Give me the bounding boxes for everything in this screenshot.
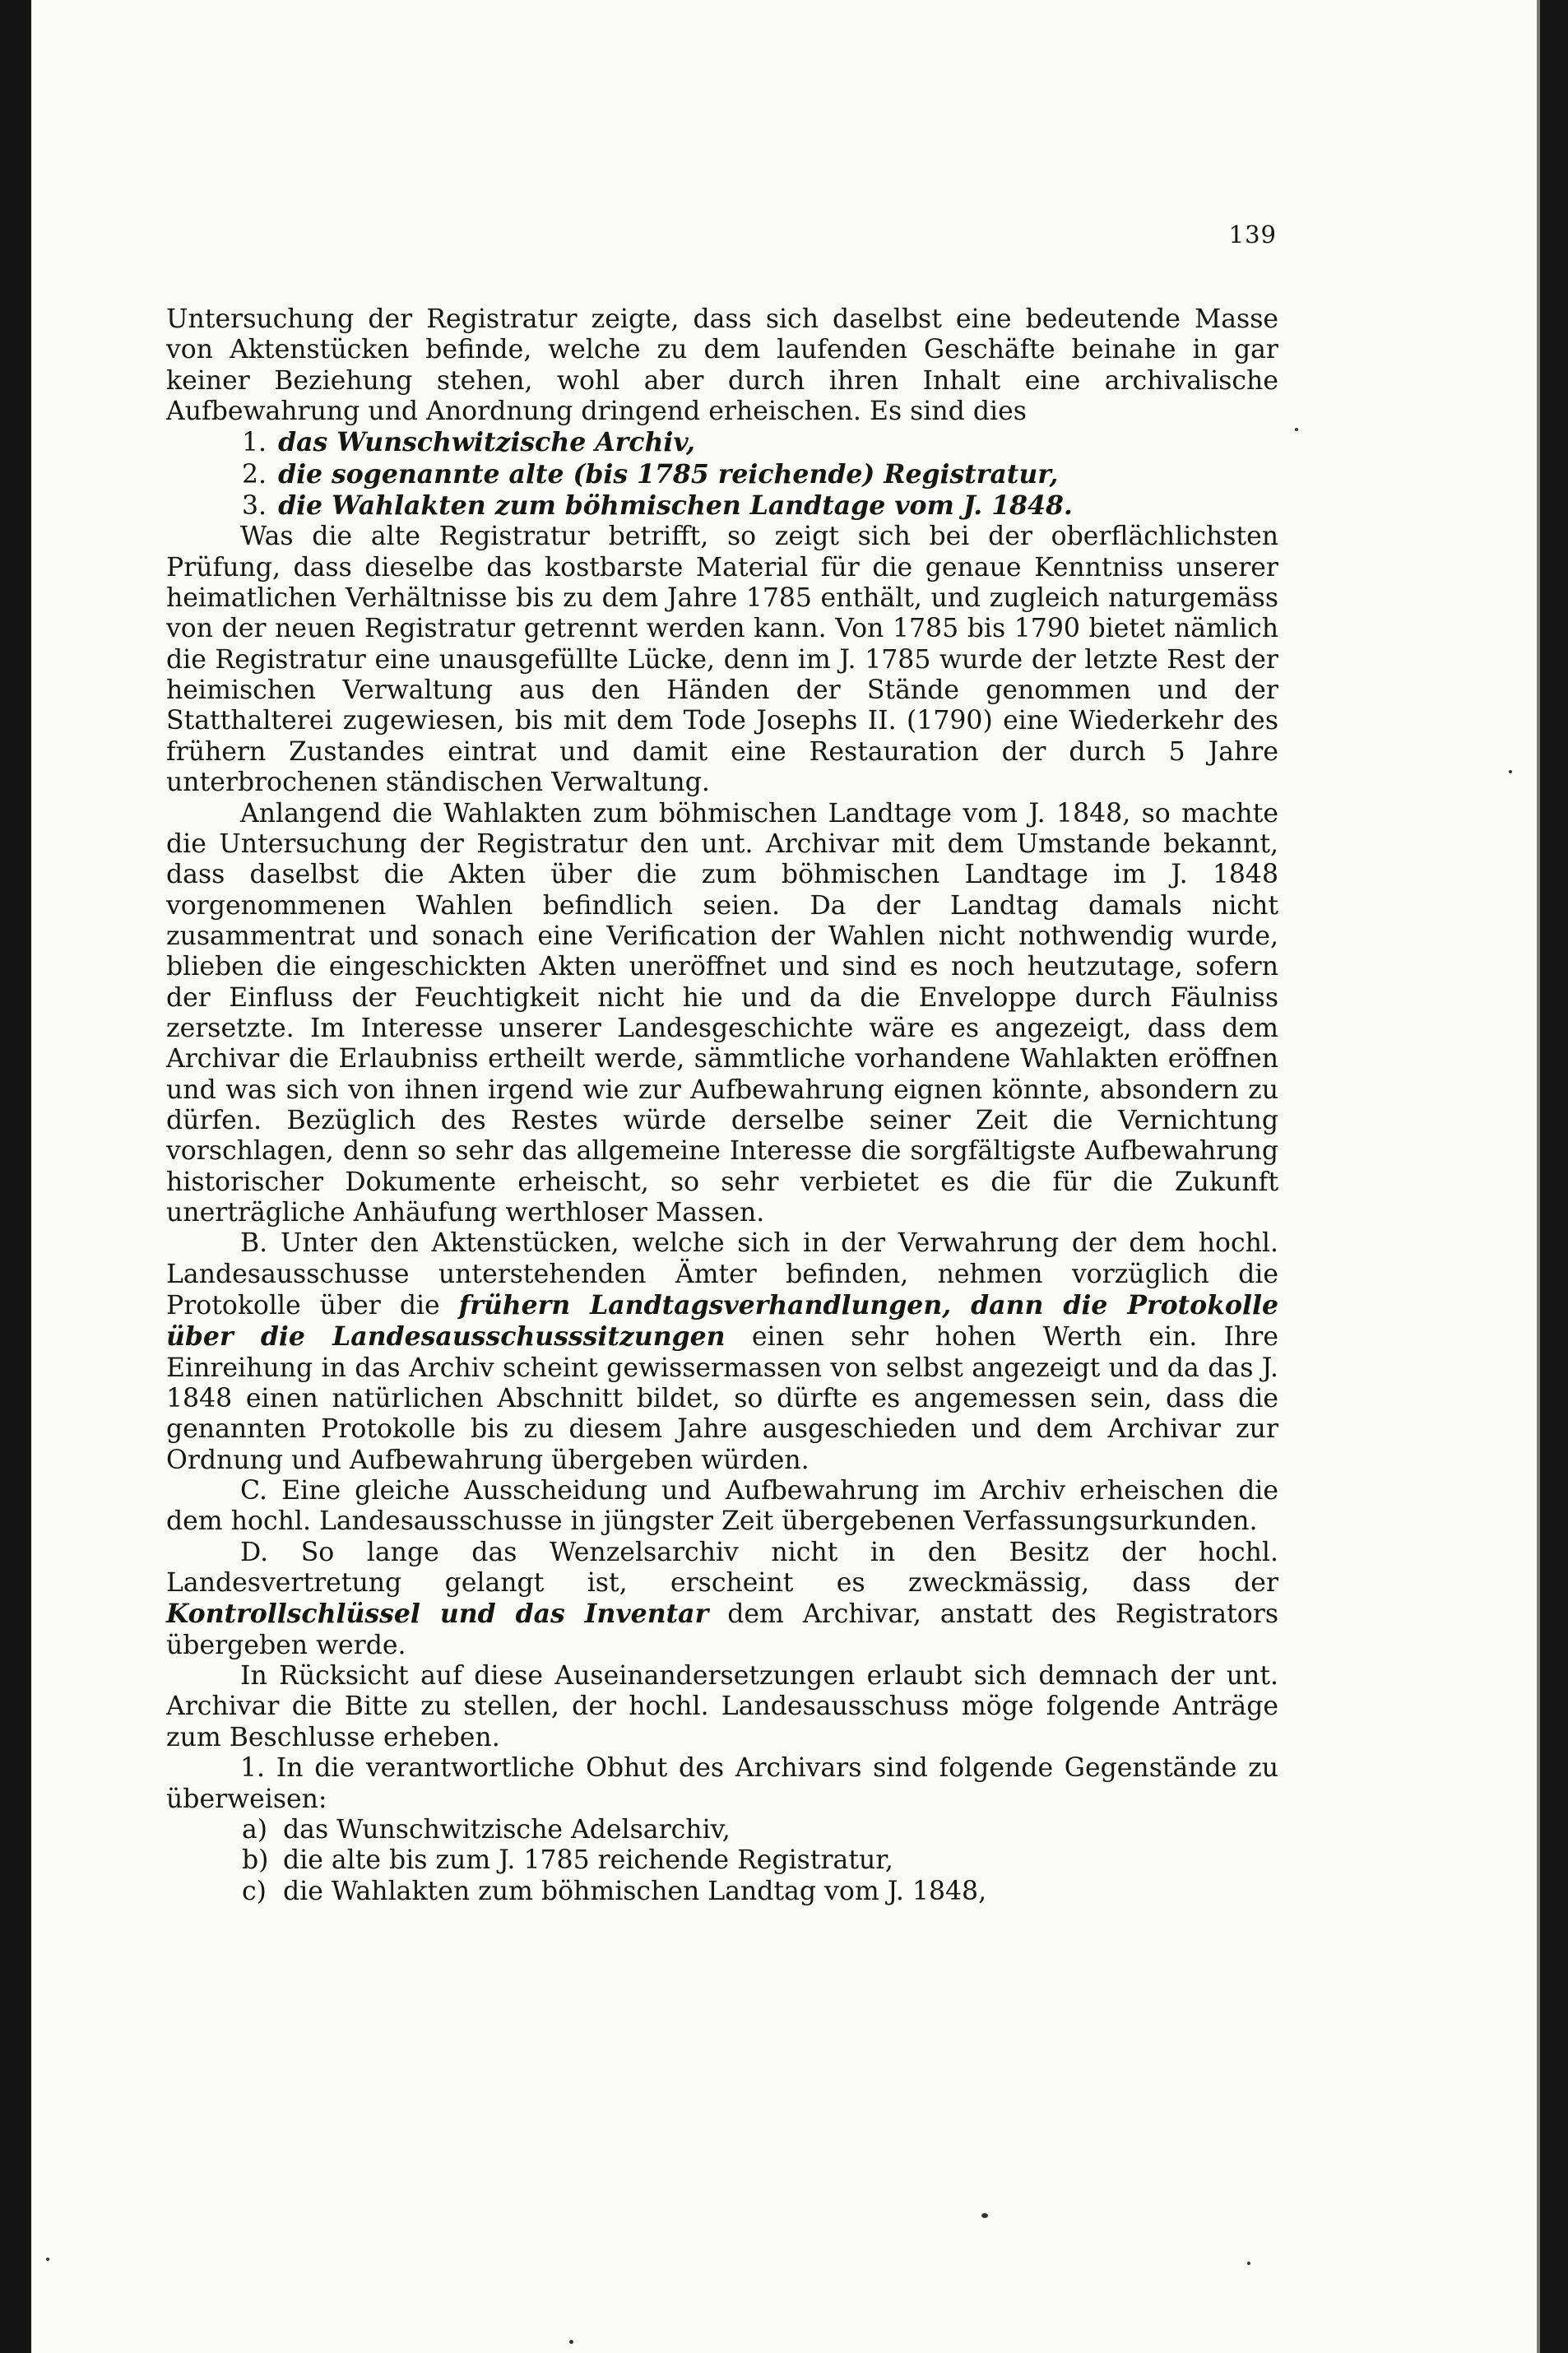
scan-speck	[981, 2213, 988, 2218]
paragraph-intro: Untersuchung der Registratur zeigte, dass sich daselbst eine bedeutende Masse von Aktenstücken befinde, welche zu dem laufenden Geschäfte beinahe in gar keiner Beziehung stehen, wohl aber durch ihren Inhalt eine archivalische Aufbewahrung und Anordnung dringend erheischen. Es sind dies	[166, 304, 1278, 427]
paragraph-b-emphasis: frühern Landtagsverhandlungen, dann die Protokolle über die Landesausschusssitzungen	[166, 1290, 1278, 1353]
paragraph-b	[166, 1228, 1278, 1476]
paragraph-point-1: 1. In die verantwortliche Obhut des Archivars sind folgende Gegenstände zu überweisen:	[166, 1753, 1278, 1814]
list-text: die sogenannte alte (bis 1785 reichende) Registratur,	[278, 458, 1059, 490]
scan-left-edge	[0, 0, 31, 2353]
paragraph-d-text-2: dem Archivar, anstatt des Registrators übergeben werde.	[166, 1599, 1278, 1660]
list-number: 1.	[242, 428, 267, 458]
sub-list-text: die Wahlakten zum böhmischen Landtag vom J. 1848,	[283, 1876, 987, 1906]
sub-list-item	[242, 1845, 1278, 1876]
paragraph-b-text-1: B. Unter den Aktenstücken, welche sich in der Verwahrung der dem hochl. Landesausschusse unterstehenden Ämter befinden, nehmen vorzüglich die Protokolle über die	[166, 1228, 1278, 1320]
scan-speck	[1295, 428, 1298, 431]
paragraph-d-text-1: D. So lange das Wenzelsarchiv nicht in den Besitz der hochl. Landesvertretung gelangt ist, erscheint es zweckmässig, dass der	[166, 1537, 1278, 1599]
list-item	[242, 490, 1278, 522]
page-body	[166, 304, 1278, 1907]
list-item	[242, 427, 1278, 458]
sub-list-text: die alte bis zum J. 1785 reichende Registratur,	[283, 1845, 893, 1876]
list-text: die Wahlakten zum böhmischen Landtage vom J. 1848.	[278, 490, 1073, 522]
paragraph-c: C. Eine gleiche Ausscheidung und Aufbewahrung im Archiv erheischen die dem hochl. Landesausschusse in jüngster Zeit übergebenen Verfassungsurkunden.	[166, 1476, 1278, 1537]
list-number: 2.	[242, 459, 267, 490]
paragraph-b-text-2: einen sehr hohen Werth ein. Ihre Einreihung in das Archiv scheint gewissermassen von selbst angezeigt und da das J. 1848 einen natürlichen Abschnitt bildet, so dürfte es angemessen sein, dass die genannten Protokolle bis zu diesem Jahre ausgeschieden und dem Archivar zur Ordnung und Aufbewahrung übergeben würden.	[166, 1322, 1279, 1475]
page-number: 139	[1228, 220, 1277, 248]
paragraph-d-emphasis: Kontrollschlüssel und das Inventar	[166, 1599, 709, 1630]
paragraph-antraege: In Rücksicht auf diese Auseinandersetzungen erlaubt sich demnach der unt. Archivar die Bitte zu stellen, der hochl. Landesausschuss möge folgende Anträge zum Beschlusse erheben.	[166, 1661, 1278, 1752]
scan-speck	[1247, 2262, 1250, 2265]
sub-list-mark: b)	[242, 1845, 269, 1876]
scan-speck	[1509, 770, 1512, 773]
paragraph-registratur: Was die alte Registratur betrifft, so zeigt sich bei der oberflächlichsten Prüfung, dass dieselbe das kostbarste Material für die genaue Kenntniss unserer heimatlichen Verhältnisse bis zu dem Jahre 1785 enthält, und zugleich naturgemäss von der neuen Registratur getrennt werden kann. Von 1785 bis 1790 bietet nämlich die Registratur eine unausgefüllte Lücke, denn im J. 1785 wurde der letzte Rest der heimischen Verwaltung aus den Händen der Stände genommen und der Statthalterei zugewiesen, bis mit dem Tode Josephs II. (1790) eine Wiederkehr des frühern Zustandes eintrat und damit eine Restauration der durch 5 Jahre unterbrochenen ständischen Verwaltung.	[166, 522, 1278, 798]
list-item	[242, 459, 1278, 490]
list-number: 3.	[242, 491, 267, 522]
scan-right-edge	[1540, 0, 1568, 2353]
scan-speck	[569, 2340, 573, 2344]
sub-list-mark: a)	[242, 1814, 268, 1845]
scan-speck	[46, 2258, 49, 2261]
sub-list-mark: c)	[242, 1876, 267, 1906]
sub-list-item	[242, 1877, 1278, 1907]
paragraph-wahlakten: Anlangend die Wahlakten zum böhmischen Landtage vom J. 1848, so machte die Untersuchung der Registratur den unt. Archivar mit dem Umstande bekannt, dass daselbst die Akten über die zum böhmischen Landtage im J. 1848 vorgenommenen Wahlen befindlich seien. Da der Landtag damals nicht zusammentrat und sonach eine Verification der Wahlen nicht nothwendig wurde, blieben die eingeschickten Akten uneröffnet und sind es noch heutzutage, sofern der Einfluss der Feuchtigkeit nicht hie und da die Enveloppe durch Fäulniss zersetzte. Im Interesse unserer Landesgeschichte wäre es angezeigt, dass dem Archivar die Erlaubniss ertheilt werde, sämmtliche vorhandene Wahlakten eröffnen und was sich von ihnen irgend wie zur Aufbewahrung eignen könnte, absondern zu dürfen. Bezüglich des Restes würde derselbe seiner Zeit die Vernichtung vorschlagen, denn so sehr das allgemeine Interesse die sorgfältigste Aufbewahrung historischer Dokumente erheischt, so sehr verbietet es die für die Zukunft unerträgliche Anhäufung werthloser Massen.	[166, 798, 1278, 1228]
sub-list-text: das Wunschwitzische Adelsarchiv,	[283, 1814, 731, 1845]
paragraph-d	[166, 1538, 1278, 1661]
list-text: das Wunschwitzische Archiv,	[278, 427, 696, 458]
sub-list-item	[242, 1815, 1278, 1845]
